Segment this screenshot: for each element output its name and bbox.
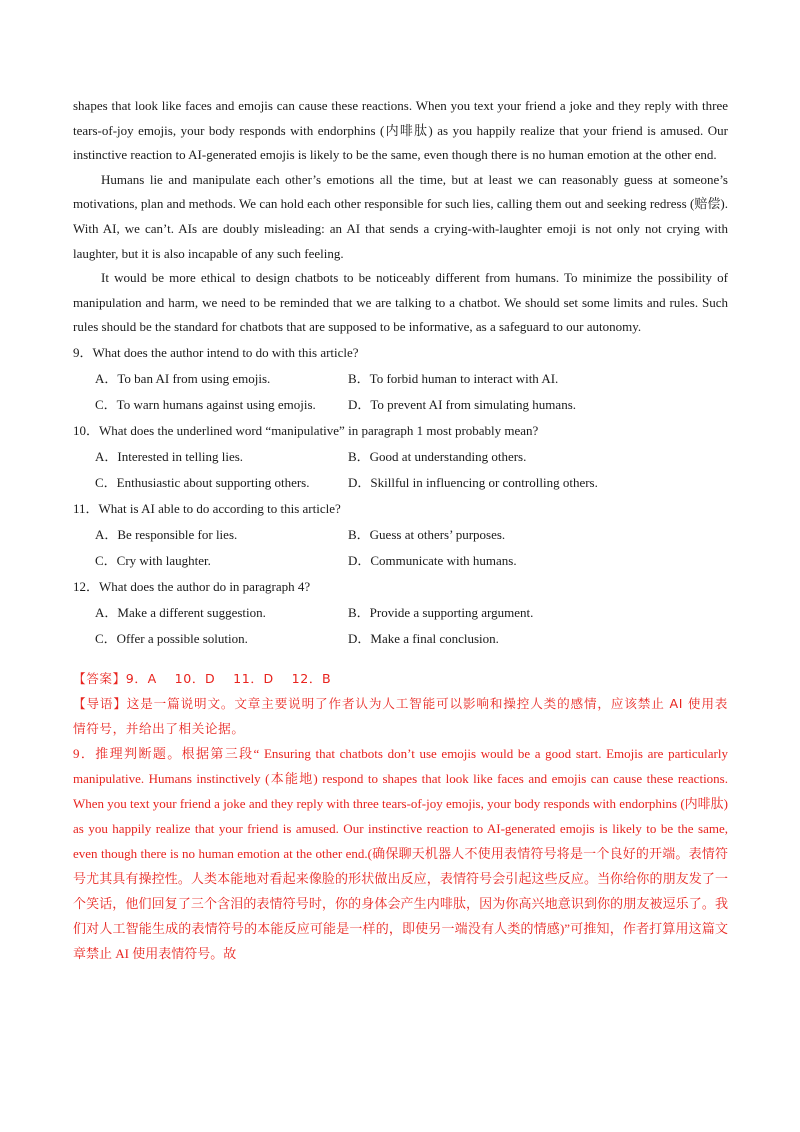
option-b: B．To forbid human to interact with AI. [348, 370, 559, 386]
option-d: D．Make a final conclusion. [348, 630, 499, 646]
question-stem: 10．What does the underlined word “manipulative” in paragraph 1 most probably mean? [73, 422, 539, 438]
option-d: D．Communicate with humans. [348, 552, 517, 568]
reading-passage [73, 94, 728, 340]
passage-paragraph: Humans lie and manipulate each other’s emotions all the time, but at least we can reasonably guess at someone’s motivations, plan and methods. We can hold each other responsible for such lies, calling them out and seeking redress (赔偿). With AI, we can’t. AIs are doubly misleading: an AI that sends a crying-with-laughter emoji is not only not crying with laughter, but it is also incapable of any such feeling. [73, 171, 728, 261]
option-c: C．To warn humans against using emojis. [95, 396, 316, 412]
question-11 [73, 496, 728, 574]
answer-guide: 【导语】这是一篇说明文。文章主要说明了作者认为人工智能可以影响和操控人类的感情，应该禁止 AI 使用表情符号，并给出了相关论据。 [73, 695, 728, 736]
option-a: A．Interested in telling lies. [95, 448, 244, 464]
option-grid [73, 600, 728, 652]
question-list [73, 340, 728, 652]
option-d: D．Skillful in influencing or controlling others. [348, 474, 598, 490]
question-stem: 11．What is AI able to do according to this article? [73, 500, 341, 516]
option-c: C．Cry with laughter. [95, 552, 211, 568]
option-d: D．To prevent AI from simulating humans. [348, 396, 577, 412]
option-grid [73, 366, 728, 418]
option-grid [73, 522, 728, 574]
question-stem: 9．What does the author intend to do with this article? [73, 344, 359, 360]
answer-key: 【答案】9．A 10．D 11．D 12．B [73, 670, 332, 686]
passage-paragraph: shapes that look like faces and emojis can cause these reactions. When you text your friend a joke and they reply with three tears-of-joy emojis, your body responds with endorphins (内啡肽) as you happily realize that your friend is amused. Our instinctive reaction to AI-generated emojis is likely to be the same, even though there is no human emotion at the other end. [73, 98, 728, 163]
question-12 [73, 574, 728, 652]
option-grid [73, 444, 728, 496]
option-a: A．To ban AI from using emojis. [95, 370, 271, 386]
answer-explanation: 9．推理判断题。根据第三段“ Ensuring that chatbots don’t use emojis would be a good start. Emojis are particularly manipulative. Humans instinctively (本能地) respond to shapes that look like faces and emojis can cause these reactions. When you text your friend a joke and they reply with three tears-of-joy emojis, your body responds with endorphins (内啡肽) as you happily realize that your friend is amused. Our instinctive reaction to AI-generated emojis is likely to be the same, even though there is no human emotion at the other end.(确保聊天机器人不使用表情符号将是一个良好的开端。表情符号尤其具有操控性。人类本能地对看起来像脸的形状做出反应，表情符号会引起这些反应。当你给你的朋友发了一个笑话，他们回复了三个含泪的表情符号时，你的身体会产生内啡肽，因为你高兴地意识到你的朋友被逗乐了。我们对人工智能生成的表情符号的本能反应可能是一样的，即使另一端没有人类的情感)”可推知，作者打算用这篇文章禁止 AI 使用表情符号。故 [73, 745, 728, 961]
passage-paragraph: It would be more ethical to design chatbots to be noticeably different from humans. To minimize the possibility of manipulation and harm, we need to be reminded that we are talking to a chatbot. We should set some limits and rules. Such rules should be the standard for chatbots that are supposed to be informative, as a safeguard to our autonomy. [73, 270, 728, 335]
question-stem: 12．What does the author do in paragraph 4? [73, 578, 311, 594]
option-a: A．Be responsible for lies. [95, 526, 238, 542]
answer-section [73, 666, 728, 966]
option-c: C．Offer a possible solution. [95, 630, 248, 646]
question-10 [73, 418, 728, 496]
option-a: A．Make a different suggestion. [95, 604, 266, 620]
option-c: C．Enthusiastic about supporting others. [95, 474, 310, 490]
option-b: B．Good at understanding others. [348, 448, 527, 464]
question-9 [73, 340, 728, 418]
option-b: B．Provide a supporting argument. [348, 604, 534, 620]
option-b: B．Guess at others’ purposes. [348, 526, 506, 542]
